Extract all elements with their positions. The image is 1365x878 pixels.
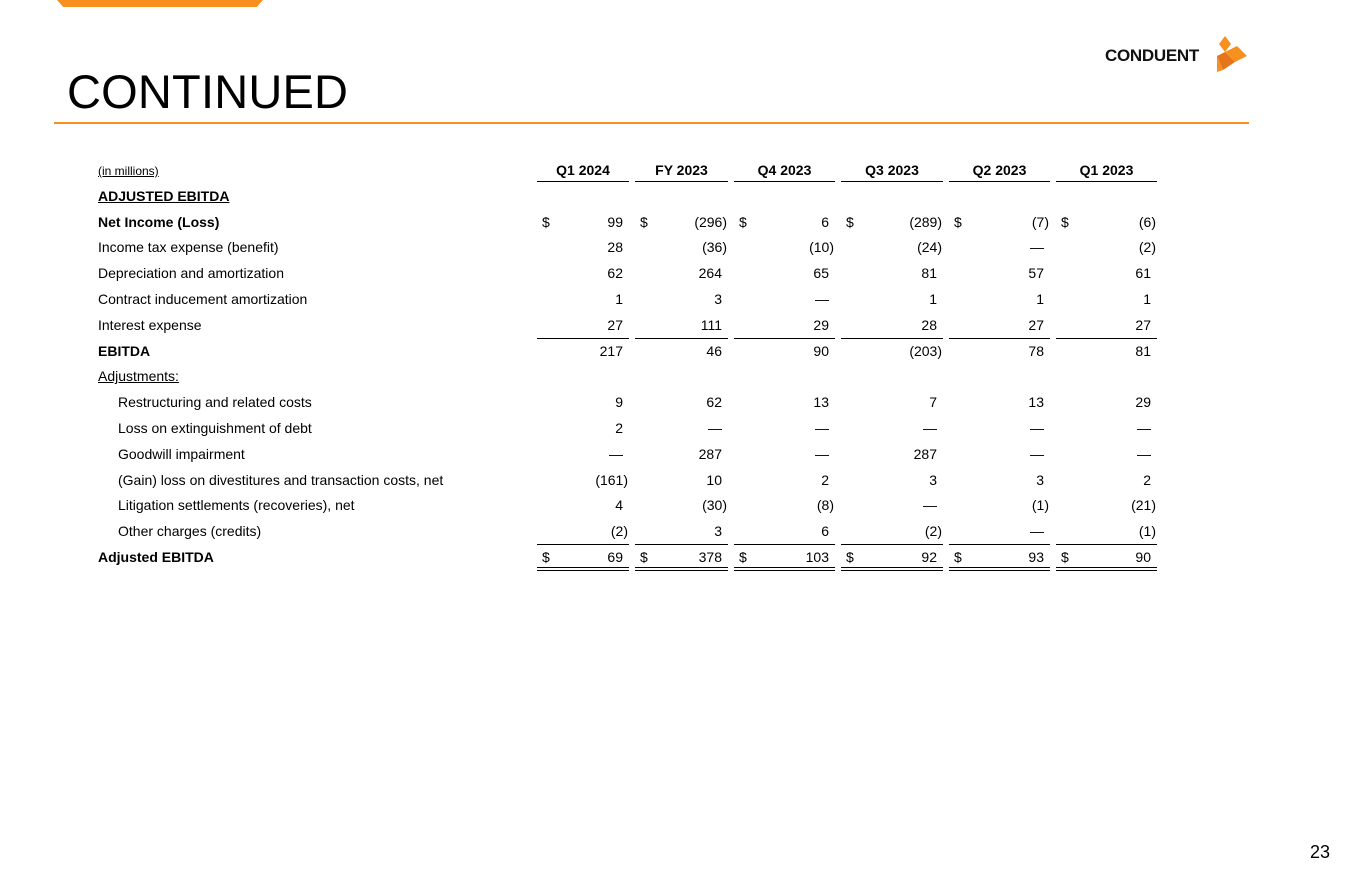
table-cell [635, 239, 728, 259]
cell-value: 2 [615, 420, 623, 436]
table-cell [1056, 239, 1157, 259]
cell-value: 99 [607, 213, 623, 230]
table-cell [841, 497, 943, 517]
cell-value: 1 [1036, 291, 1044, 307]
table-cell [734, 343, 835, 363]
conduent-mark-icon [1211, 34, 1251, 74]
cell-value: — [1137, 445, 1151, 462]
table-cell [949, 472, 1050, 492]
table-cell [635, 523, 728, 543]
table-cell [734, 497, 835, 517]
cell-value: — [923, 497, 937, 514]
total-double-rule [1056, 567, 1157, 571]
table-cell [635, 265, 728, 285]
table-cell [1056, 265, 1157, 285]
table-row [0, 235, 1365, 261]
logo-text: CONDUENT [1105, 46, 1199, 65]
table-cell [1056, 446, 1157, 466]
cell-value: (2) [610, 523, 628, 540]
cell-value: — [1030, 420, 1044, 436]
cell-value: 7 [929, 394, 937, 411]
total-double-rule [949, 567, 1050, 571]
table-cell [841, 343, 943, 363]
row-label: Interest expense [98, 316, 202, 333]
cell-value: (2) [924, 523, 942, 540]
table-row [0, 339, 1365, 365]
table-cell [537, 394, 629, 414]
table-cell [537, 239, 629, 259]
cell-value: (36) [702, 239, 727, 256]
table-cell [537, 317, 629, 337]
cell-value: (30) [702, 497, 727, 514]
cell-value: 1 [1143, 291, 1151, 307]
row-label: Litigation settlements (recoveries), net [118, 497, 355, 514]
row-label: EBITDA [98, 342, 151, 359]
units-label: (in millions) [98, 164, 159, 178]
cell-value: 62 [607, 265, 623, 282]
total-double-rule [537, 567, 629, 571]
table-cell [841, 214, 943, 234]
cell-value: 10 [706, 471, 722, 488]
cell-value: (6) [1138, 213, 1156, 230]
cell-value: 27 [1135, 316, 1151, 333]
cell-value: 92 [921, 549, 937, 565]
total-double-rule [841, 567, 943, 571]
table-cell [1056, 497, 1157, 517]
cell-value: 29 [1135, 394, 1151, 411]
table-cell [537, 523, 629, 543]
total-double-rule [734, 567, 835, 571]
dollar-sign: $ [739, 549, 747, 565]
table-cell [1056, 214, 1157, 234]
table-cell [537, 497, 629, 517]
table-row [0, 210, 1365, 236]
cell-value: (7) [1031, 213, 1049, 230]
table-cell [537, 265, 629, 285]
cell-value: 61 [1135, 265, 1151, 282]
table-row [0, 261, 1365, 287]
table-cell [635, 343, 728, 363]
cell-value: 27 [1028, 316, 1044, 333]
cell-value: (1) [1138, 523, 1156, 540]
table-cell [949, 549, 1050, 569]
table-cell [734, 265, 835, 285]
header-underline [841, 181, 943, 182]
column-header: Q1 2023 [1079, 162, 1134, 178]
cell-value: — [1030, 523, 1044, 540]
dollar-sign: $ [640, 549, 648, 565]
table-cell [734, 420, 835, 440]
conduent-logo [1105, 34, 1255, 74]
column-header: Q4 2023 [757, 162, 812, 178]
table-row [0, 493, 1365, 519]
cell-value: 28 [921, 316, 937, 333]
cell-value: (21) [1131, 497, 1156, 514]
table-cell [635, 446, 728, 466]
header-underline [635, 181, 728, 182]
table-cell [841, 420, 943, 440]
header-underline [949, 181, 1050, 182]
cell-value: — [1030, 445, 1044, 462]
cell-value: 46 [706, 342, 722, 359]
table-cell [841, 239, 943, 259]
dollar-sign: $ [739, 213, 747, 230]
cell-value: (296) [694, 213, 727, 230]
table-row [0, 313, 1365, 339]
dollar-sign: $ [954, 549, 962, 565]
dollar-sign: $ [542, 213, 550, 230]
cell-value: 90 [813, 342, 829, 359]
cell-value: (1) [1031, 497, 1049, 514]
table-cell [1056, 420, 1157, 440]
top-accent-bar [57, 0, 263, 7]
row-label: Goodwill impairment [118, 445, 245, 462]
cell-value: 93 [1028, 549, 1044, 565]
section-title: ADJUSTED EBITDA [98, 187, 230, 204]
table-cell [949, 420, 1050, 440]
cell-value: 6 [821, 213, 829, 230]
row-label: (Gain) loss on divestitures and transaction costs, net [118, 471, 444, 488]
cell-value: 1 [615, 291, 623, 307]
table-row [0, 442, 1365, 468]
table-cell [1056, 549, 1157, 569]
table-cell [537, 420, 629, 440]
cell-value: 81 [921, 265, 937, 282]
table-cell [949, 343, 1050, 363]
cell-value: 103 [805, 549, 829, 565]
dollar-sign: $ [1061, 549, 1069, 565]
table-cell [841, 317, 943, 337]
dollar-sign: $ [542, 549, 550, 565]
page-title: CONTINUED [67, 65, 349, 118]
cell-value: 2 [821, 471, 829, 488]
table-row [0, 364, 1365, 390]
table-cell [537, 472, 629, 492]
cell-value: 81 [1135, 342, 1151, 359]
table-cell [635, 291, 728, 311]
cell-value: (2) [1138, 239, 1156, 256]
cell-value: 378 [698, 549, 722, 565]
cell-value: 69 [607, 549, 623, 565]
table-cell [734, 317, 835, 337]
cell-value: 65 [813, 265, 829, 282]
cell-value: — [708, 420, 722, 436]
table-cell [1056, 317, 1157, 337]
dollar-sign: $ [640, 213, 648, 230]
table-cell [734, 239, 835, 259]
table-cell [1056, 472, 1157, 492]
table-cell [1056, 343, 1157, 363]
table-cell [841, 523, 943, 543]
table-cell [537, 291, 629, 311]
table-cell [734, 394, 835, 414]
cell-value: 29 [813, 316, 829, 333]
cell-value: (161) [595, 471, 628, 488]
cell-value: — [1137, 420, 1151, 436]
cell-value: 62 [706, 394, 722, 411]
table-cell [734, 472, 835, 492]
header-underline [1056, 181, 1157, 182]
cell-value: 3 [714, 523, 722, 540]
cell-value: 111 [700, 316, 722, 333]
cell-value: 57 [1028, 265, 1044, 282]
table-cell [537, 549, 629, 569]
cell-value: (10) [809, 239, 834, 256]
cell-value: 13 [813, 394, 829, 411]
title-divider [54, 122, 1249, 124]
cell-value: — [1030, 239, 1044, 256]
cell-value: — [609, 445, 623, 462]
row-label: Contract inducement amortization [98, 291, 308, 307]
table-cell [635, 549, 728, 569]
header-underline [537, 181, 629, 182]
column-header: Q3 2023 [865, 162, 919, 178]
header-underline [734, 181, 835, 182]
section-title-row [0, 184, 1365, 210]
total-double-rule [635, 567, 728, 571]
table-row [0, 519, 1365, 545]
table-cell [841, 265, 943, 285]
table-cell [734, 446, 835, 466]
cell-value: (203) [909, 342, 942, 359]
cell-value: 3 [929, 471, 937, 488]
cell-value: (289) [909, 213, 942, 230]
row-label: Adjusted EBITDA [98, 549, 214, 565]
table-cell [1056, 394, 1157, 414]
table-cell [635, 394, 728, 414]
row-label: Other charges (credits) [118, 523, 262, 540]
cell-value: (8) [816, 497, 834, 514]
cell-value: 217 [599, 342, 623, 359]
cell-value: 3 [1036, 471, 1044, 488]
dollar-sign: $ [954, 213, 962, 230]
table-row [0, 468, 1365, 494]
table-cell [635, 472, 728, 492]
cell-value: 90 [1135, 549, 1151, 565]
table-cell [949, 317, 1050, 337]
table-header-row [0, 158, 1365, 184]
table-row [0, 390, 1365, 416]
table-cell [949, 394, 1050, 414]
table-cell [949, 523, 1050, 543]
cell-value: 27 [607, 316, 623, 333]
table-cell [537, 446, 629, 466]
column-header: FY 2023 [655, 162, 708, 178]
table-cell [1056, 523, 1157, 543]
table-cell [841, 394, 943, 414]
row-label: Adjustments: [98, 368, 179, 385]
cell-value: 6 [821, 523, 829, 540]
dollar-sign: $ [846, 213, 854, 230]
table-cell [949, 239, 1050, 259]
table-cell [949, 291, 1050, 311]
table-cell [734, 214, 835, 234]
cell-value: 13 [1028, 394, 1044, 411]
column-header: Q2 2023 [972, 162, 1027, 178]
row-label: Net Income (Loss) [98, 213, 220, 230]
cell-value: — [815, 420, 829, 436]
dollar-sign: $ [846, 549, 854, 565]
page-number: 23 [1309, 842, 1330, 862]
row-label: Depreciation and amortization [98, 265, 284, 282]
table-cell [949, 265, 1050, 285]
row-label: Loss on extinguishment of debt [118, 420, 312, 436]
table-cell [841, 472, 943, 492]
cell-value: 2 [1143, 471, 1151, 488]
table-cell [734, 523, 835, 543]
cell-value: 287 [913, 445, 937, 462]
table-row [0, 416, 1365, 442]
table-cell [635, 497, 728, 517]
table-cell [635, 420, 728, 440]
cell-value: 287 [698, 445, 722, 462]
table-cell [949, 214, 1050, 234]
row-label: Income tax expense (benefit) [98, 239, 279, 256]
cell-value: — [815, 291, 829, 307]
table-cell [734, 549, 835, 569]
dollar-sign: $ [1061, 213, 1069, 230]
table-cell [949, 497, 1050, 517]
cell-value: 3 [714, 291, 722, 307]
cell-value: 4 [615, 497, 623, 514]
cell-value: 264 [698, 265, 722, 282]
table-cell [537, 343, 629, 363]
cell-value: 9 [615, 394, 623, 411]
table-row [0, 287, 1365, 313]
table-cell [635, 214, 728, 234]
table-cell [537, 214, 629, 234]
row-label: Restructuring and related costs [118, 394, 312, 411]
cell-value: — [815, 445, 829, 462]
table-cell [734, 291, 835, 311]
cell-value: (24) [917, 239, 942, 256]
table-cell [635, 317, 728, 337]
cell-value: 28 [607, 239, 623, 256]
cell-value: 78 [1028, 342, 1044, 359]
table-cell [841, 446, 943, 466]
cell-value: — [923, 420, 937, 436]
table-cell [949, 446, 1050, 466]
column-header: Q1 2024 [556, 162, 610, 178]
table-cell [1056, 291, 1157, 311]
table-cell [841, 291, 943, 311]
table-cell [841, 549, 943, 569]
cell-value: 1 [929, 291, 937, 307]
